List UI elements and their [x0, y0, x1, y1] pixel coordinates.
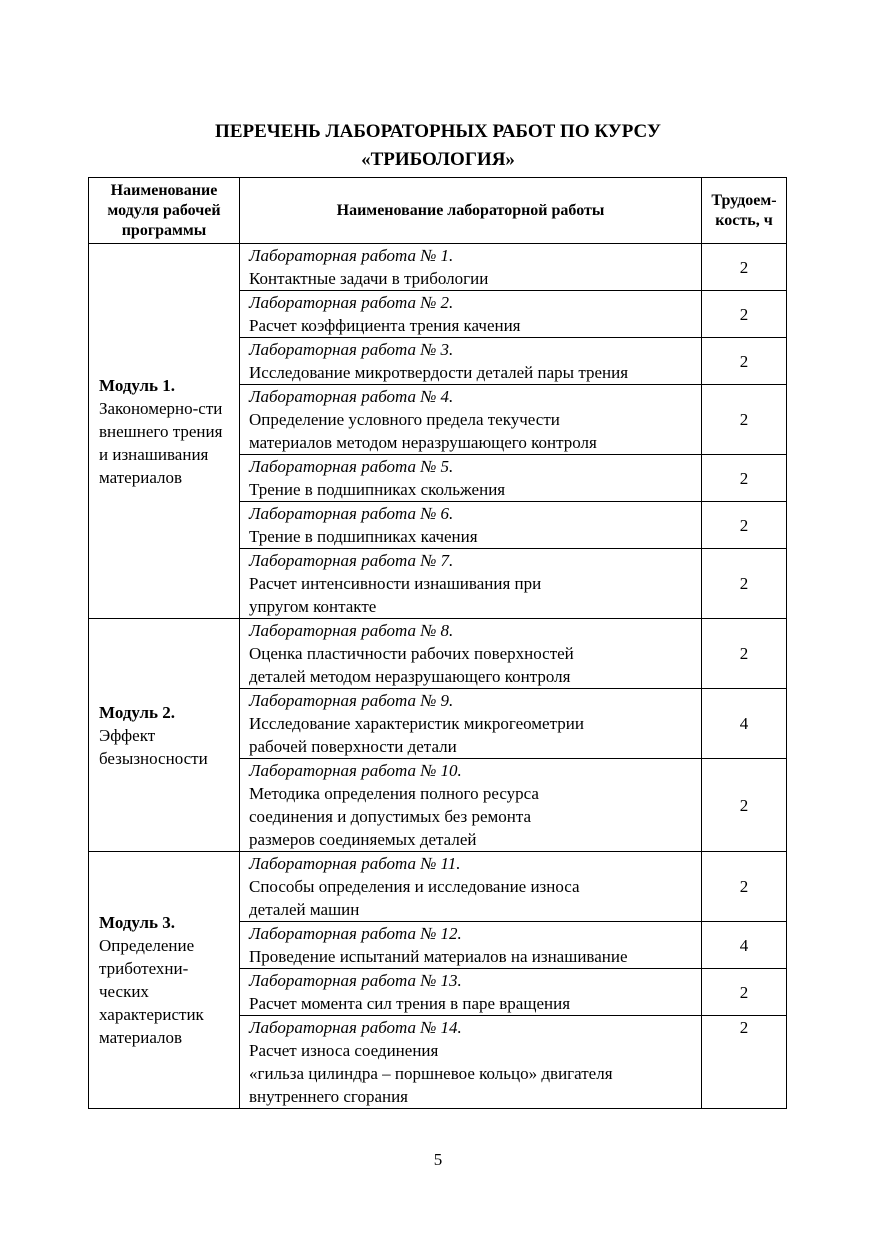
work-label: Лабораторная работа № 1. [249, 246, 454, 265]
lab-works-table [88, 177, 787, 1109]
table-header-row [89, 178, 787, 244]
work-label: Лабораторная работа № 6. [249, 504, 454, 523]
hours-cell: 2 [702, 291, 787, 338]
work-label: Лабораторная работа № 12. [249, 924, 462, 943]
hours-cell: 2 [702, 852, 787, 922]
work-cell [240, 852, 702, 922]
module-description: Эффект безызносности [99, 725, 208, 768]
work-cell [240, 619, 702, 689]
work-title: Исследование характеристик микрогеометрии рабочей поверхности детали [249, 714, 584, 756]
hours-cell: 2 [702, 759, 787, 852]
work-label: Лабораторная работа № 3. [249, 340, 454, 359]
work-title: Расчет коэффициента трения качения [249, 316, 521, 335]
work-label: Лабораторная работа № 11. [249, 854, 461, 873]
work-cell [240, 244, 702, 291]
work-cell [240, 922, 702, 969]
module-cell [89, 852, 240, 1109]
work-cell [240, 502, 702, 549]
work-cell [240, 759, 702, 852]
module-name: Модуль 3. [99, 913, 176, 932]
work-title: Оценка пластичности рабочих поверхностей деталей методом неразрушающего контроля [249, 644, 574, 686]
hours-cell: 2 [702, 969, 787, 1016]
hours-cell: 4 [702, 689, 787, 759]
work-cell [240, 549, 702, 619]
hours-cell: 2 [702, 385, 787, 455]
work-label: Лабораторная работа № 8. [249, 621, 454, 640]
module-cell [89, 244, 240, 619]
work-title: Методика определения полного ресурса соединения и допустимых без ремонта размеров соединяемых деталей [249, 784, 539, 849]
header-module: Наименование модуля рабочей программы [89, 178, 240, 244]
table-row [89, 244, 787, 291]
hours-cell: 2 [702, 244, 787, 291]
module-name: Модуль 1. [99, 375, 176, 395]
work-title: Трение в подшипниках скольжения [249, 480, 506, 499]
work-cell [240, 385, 702, 455]
hours-cell: 2 [702, 338, 787, 385]
header-hours: Трудоем-кость, ч [702, 178, 787, 244]
work-title: Расчет износа соединения «гильза цилиндра – поршневое кольцо» двигателя внутреннего сгорания [249, 1041, 613, 1106]
work-label: Лабораторная работа № 2. [249, 293, 454, 312]
work-title: Исследование микротвердости деталей пары трения [249, 363, 629, 382]
module-name: Модуль 2. [99, 702, 176, 722]
work-title: Расчет момента сил трения в паре вращения [249, 994, 571, 1013]
page-title [0, 118, 876, 174]
hours-cell: 2 [702, 1016, 787, 1109]
hours-cell: 2 [702, 455, 787, 502]
work-cell [240, 291, 702, 338]
page-number: 5 [433, 1150, 443, 1169]
title-line-2: «ТРИБОЛОГИЯ» [361, 149, 515, 170]
work-title: Проведение испытаний материалов на изнашивание [249, 947, 628, 966]
hours-cell: 2 [702, 502, 787, 549]
hours-cell: 4 [702, 922, 787, 969]
hours-cell: 2 [702, 549, 787, 619]
header-work: Наименование лабораторной работы [240, 178, 702, 244]
work-title: Контактные задачи в трибологии [249, 269, 489, 288]
work-cell [240, 338, 702, 385]
work-title: Способы определения и исследование износа деталей машин [249, 877, 580, 919]
table-row [89, 619, 787, 689]
work-cell [240, 1016, 702, 1109]
work-label: Лабораторная работа № 10. [249, 761, 462, 780]
work-label: Лабораторная работа № 13. [249, 971, 462, 990]
hours-cell: 2 [702, 619, 787, 689]
work-label: Лабораторная работа № 7. [249, 551, 454, 570]
work-title: Трение в подшипниках качения [249, 527, 478, 546]
work-cell [240, 455, 702, 502]
work-title: Определение условного предела текучести материалов методом неразрушающего контроля [249, 410, 597, 452]
work-label: Лабораторная работа № 9. [249, 691, 454, 710]
work-cell [240, 969, 702, 1016]
module-description: Определение триботехни-ческих характеристик материалов [99, 936, 204, 1047]
work-title: Расчет интенсивности изнашивания при упругом контакте [249, 574, 542, 616]
work-label: Лабораторная работа № 14. [249, 1018, 462, 1037]
work-cell [240, 689, 702, 759]
table-row [89, 852, 787, 922]
work-label: Лабораторная работа № 5. [249, 457, 454, 476]
work-label: Лабораторная работа № 4. [249, 387, 454, 406]
title-line-1: ПЕРЕЧЕНЬ ЛАБОРАТОРНЫХ РАБОТ ПО КУРСУ [215, 121, 661, 142]
module-cell [89, 619, 240, 852]
module-description: Закономерно-сти внешнего трения и изнашивания материалов [99, 398, 223, 487]
